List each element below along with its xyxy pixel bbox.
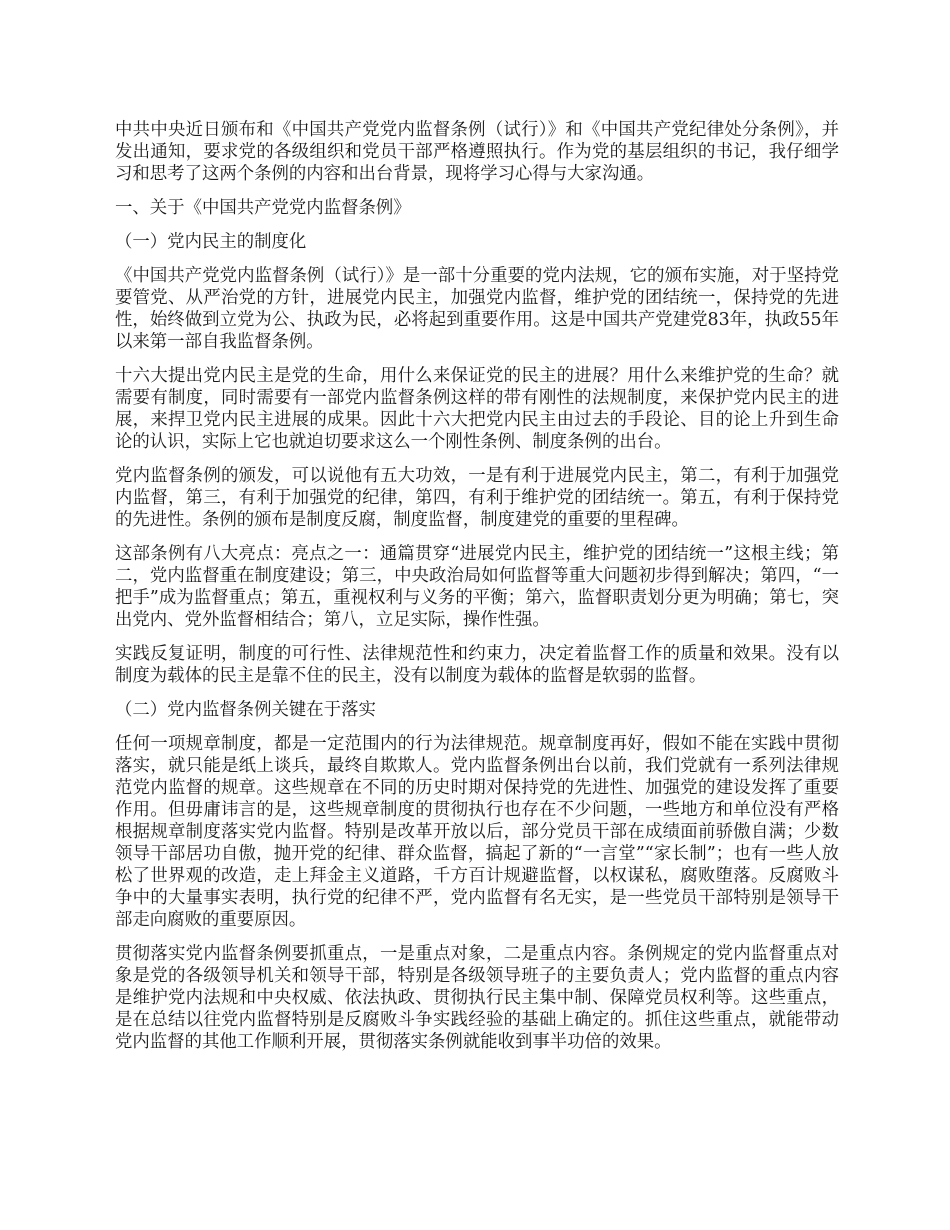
section-1-heading: 一、关于《中国共产党党内监督条例》 [115, 198, 411, 218]
paragraph-1: 《中国共产党党内监督条例（试行）》是一部十分重要的党内法规，它的颁布实施，对于坚持党要管党、从严治党的方针，进展党内民主，加强党内监督，维护党的团结统一，保持党的先进性，始终做到立党为公、执政为民，必将起到重要作用。这是中国共产党建党83年，执政55年以来第一部自我监督条例。 [115, 266, 839, 352]
subsection-2-heading: （二）党内监督条例关键在于落实 [115, 700, 376, 720]
intro-paragraph: 中共中央近日颁布和《中国共产党党内监督条例（试行）》和《中国共产党纪律处分条例》，并发出通知，要求党的各级组织和党员干部严格遵照执行。作为党的基层组织的书记，我仔细学习和思考了这两个条例的内容和出台背景，现将学习心得与大家沟通。 [115, 120, 839, 184]
paragraph-7: 贯彻落实党内监督条例要抓重点，一是重点对象，二是重点内容。条例规定的党内监督重点对象是党的各级领导机关和领导干部，特别是各级领导班子的主要负责人；党内监督的重点内容是维护党内法规和中央权威、依法执政、贯彻执行民主集中制、保障党员权利等。这些重点，是在总结以往党内监督特别是反腐败斗争实践经验的基础上确定的。抓住这些重点，就能带动党内监督的其他工作顺利开展，贯彻落实条例就能收到事半功倍的效果。 [115, 944, 839, 1052]
paragraph-4: 这部条例有八大亮点：亮点之一：通篇贯穿“进展党内民主，维护党的团结统一”这根主线；第二，党内监督重在制度建设；第三，中央政治局如何监督等重大问题初步得到解决；第四，“一把手”成为监督重点；第五，重视权利与义务的平衡；第六，监督职责划分更为明确；第七，突出党内、党外监督相结合；第八，立足实际，操作性强。 [115, 544, 839, 630]
paragraph-6: 任何一项规章制度，都是一定范围内的行为法律规范。规章制度再好，假如不能在实践中贯彻落实，就只能是纸上谈兵，最终自欺欺人。党内监督条例出台以前，我们党就有一系列法律规范党内监督的规章。这些规章在不同的历史时期对保持党的先进性、加强党的建设发挥了重要作用。但毋庸讳言的是，这些规章制度的贯彻执行也存在不少问题，一些地方和单位没有严格根据规章制度落实党内监督。特别是改革开放以后，部分党员干部在成绩面前骄傲自满；少数领导干部居功自傲，抛开党的纪律、群众监督，搞起了新的“一言堂”“家长制”；也有一些人放松了世界观的改造，走上拜金主义道路，千方百计规避监督，以权谋私，腐败堕落。反腐败斗争中的大量事实表明，执行党的纪律不严，党内监督有名无实，是一些党员干部特别是领导干部走向腐败的重要原因。 [115, 734, 839, 930]
subsection-1-heading: （一）党内民主的制度化 [115, 232, 307, 252]
paragraph-3: 党内监督条例的颁发，可以说他有五大功效，一是有利于进展党内民主，第二，有利于加强党内监督，第三，有利于加强党的纪律，第四，有利于维护党的团结统一。第五，有利于保持党的先进性。条例的颁布是制度反腐，制度监督，制度建党的重要的里程碑。 [115, 466, 839, 530]
document-page [115, 119, 839, 1065]
paragraph-5: 实践反复证明，制度的可行性、法律规范性和约束力，决定着监督工作的质量和效果。没有以制度为载体的民主是靠不住的民主，没有以制度为载体的监督是软弱的监督。 [115, 644, 839, 686]
paragraph-2: 十六大提出党内民主是党的生命，用什么来保证党的民主的进展？用什么来维护党的生命？就需要有制度，同时需要有一部党内监督条例这样的带有刚性的法规制度，来保护党内民主的进展，来捍卫党内民主进展的成果。因此十六大把党内民主由过去的手段论、目的论上升到生命论的认识，实际上它也就迫切要求这么一个刚性条例、制度条例的出台。 [115, 366, 839, 452]
